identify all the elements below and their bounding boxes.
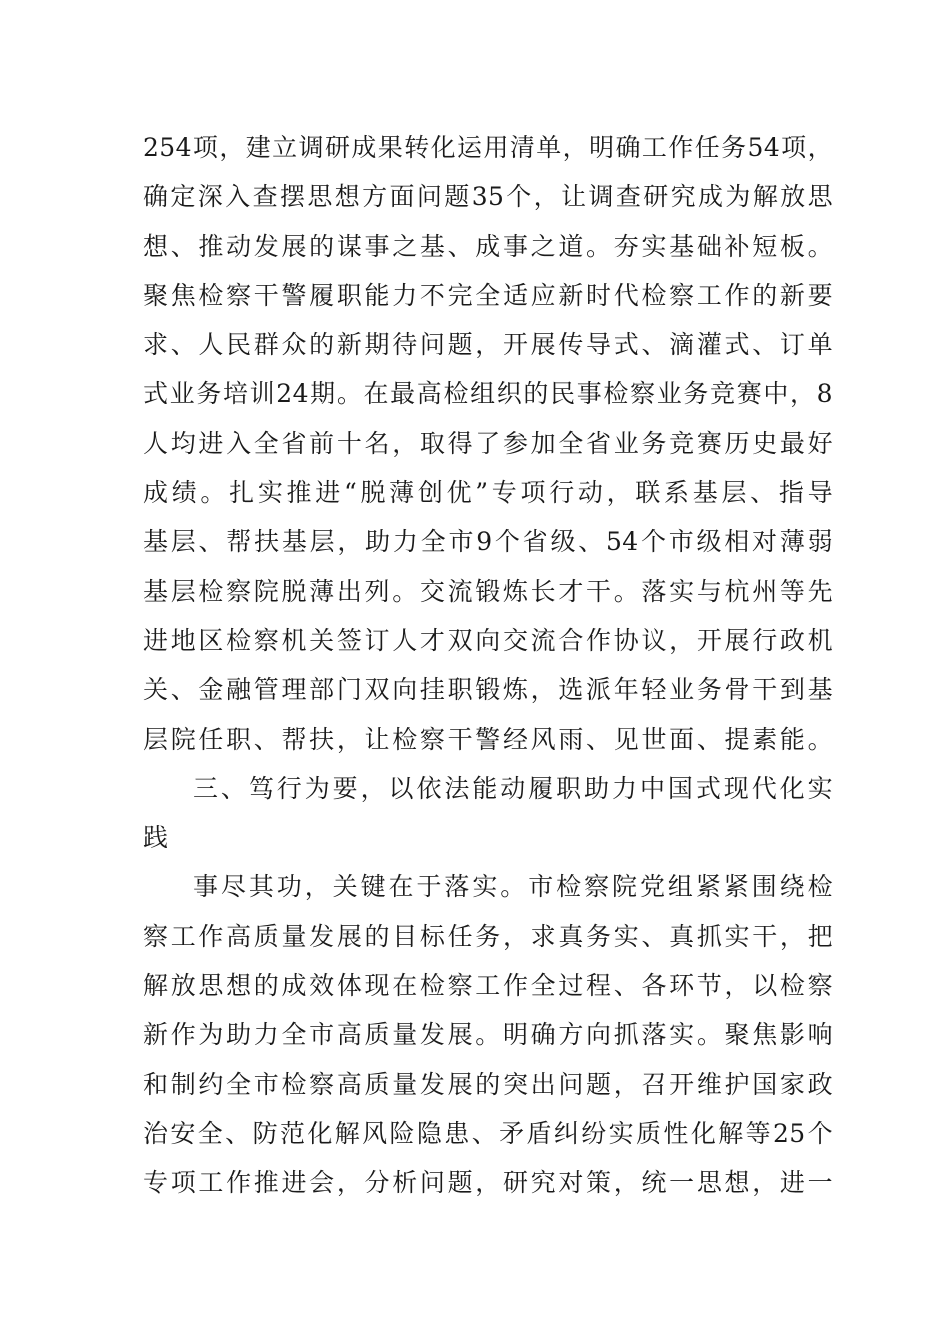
- text-line: 人均进入全省前十名，取得了参加全省业务竞赛历史最好: [143, 428, 833, 458]
- text-line: 求、人民群众的新期待问题，开展传导式、滴灌式、订单: [143, 330, 833, 360]
- section-heading: 三、笃行为要，以依法能动履职助力中国式现代化实: [193, 773, 833, 803]
- text-line: 关、金融管理部门双向挂职锻炼，选派年轻业务骨干到基: [143, 675, 833, 705]
- text-line: 专项工作推进会，分析问题，研究对策，统一思想，进一: [143, 1168, 833, 1198]
- text-line: 和制约全市检察高质量发展的突出问题，召开维护国家政: [143, 1069, 833, 1099]
- paragraph-first-line: 事尽其功，关键在于落实。市检察院党组紧紧围绕检: [193, 872, 833, 902]
- text-line: 新作为助力全市高质量发展。明确方向抓落实。聚焦影响: [143, 1020, 833, 1050]
- text-line: 成绩。扎实推进“脱薄创优”专项行动，联系基层、指导: [143, 478, 833, 508]
- text-line: 解放思想的成效体现在检察工作全过程、各环节，以检察: [143, 971, 833, 1001]
- document-body: [143, 123, 833, 1208]
- text-line: 治安全、防范化解风险隐患、矛盾纠纷实质性化解等25个: [143, 1118, 833, 1148]
- text-line: 层院任职、帮扶，让检察干警经风雨、见世面、提素能。: [143, 724, 833, 754]
- text-line: 确定深入查摆思想方面问题35个，让调查研究成为解放思: [143, 182, 833, 212]
- text-line: 聚焦检察干警履职能力不完全适应新时代检察工作的新要: [143, 280, 833, 310]
- text-line: 基层、帮扶基层，助力全市9个省级、54个市级相对薄弱: [143, 527, 833, 557]
- text-line: 式业务培训24期。在最高检组织的民事检察业务竞赛中，8: [143, 379, 833, 409]
- text-line: 254项，建立调研成果转化运用清单，明确工作任务54项，: [143, 133, 833, 162]
- text-line: 想、推动发展的谋事之基、成事之道。夯实基础补短板。: [143, 231, 833, 261]
- text-line: 进地区检察机关签订人才双向交流合作协议，开展行政机: [143, 625, 833, 655]
- text-line: 察工作高质量发展的目标任务，求真务实、真抓实干，把: [143, 921, 833, 951]
- section-heading-continuation: 践: [143, 823, 169, 853]
- text-line: 基层检察院脱薄出列。交流锻炼长才干。落实与杭州等先: [143, 576, 833, 606]
